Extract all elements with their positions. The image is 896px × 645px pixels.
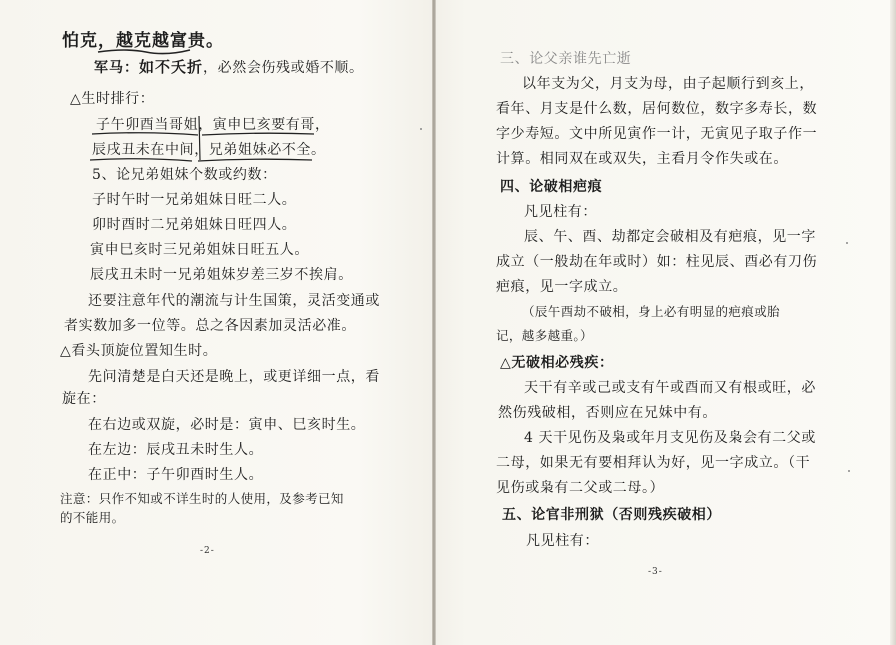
section-5-title: 5、论兄弟姐妹个数或约数：: [92, 167, 277, 183]
handwritten-phrase: 如不夭折: [139, 58, 204, 76]
no-scar-heading: △无破相必残疾：: [500, 355, 614, 371]
count-line: 卯时酉时二兄弟姐妹日旺四人。: [92, 217, 297, 233]
section-4-title: 四、论破相疤痕: [500, 179, 603, 195]
paragraph-line: 者实数加多一位等。总之各因素加灵活必准。: [64, 318, 356, 334]
head-whorl-heading: △看头顶旋位置知生时。: [60, 343, 218, 359]
count-line: 子时午时一兄弟姐妹日旺二人。: [92, 192, 297, 208]
section-3-title: 三、论父亲谁先亡逝: [500, 51, 632, 67]
paragraph-line: 4 天干见伤及枭或年月支见伤及枭会有二父或: [524, 430, 816, 446]
count-line: 辰戌丑未时一兄弟姐妹岁差三岁不挨肩。: [90, 267, 353, 283]
scan-speck: [420, 128, 422, 130]
handwritten-prefix: 军马：: [94, 60, 139, 76]
paragraph-line: 疤痕，见一字成立。: [496, 279, 628, 295]
paragraph-line: 然伤残破相，否则应在兄妹中有。: [498, 405, 717, 421]
paragraph-line: 先问清楚是白天还是晚上，或更详细一点，看: [88, 369, 380, 385]
page-number: -2-: [200, 546, 215, 556]
rhyme-line-2: 辰戌丑未在中间，兄弟姐妹必不全。: [92, 142, 326, 158]
paragraph-line: 看年、月支是什么数，居何数位，数字多寿长，数: [496, 101, 818, 117]
note-line: 的不能用。: [60, 510, 125, 525]
rhyme-line-1: 子午卯酉当哥姐，寅申巳亥要有哥，: [96, 117, 330, 133]
note-line: （辰午酉劫不破相，身上必有明显的疤痕或胎: [522, 304, 781, 319]
paragraph-line: 还要注意年代的潮流与计生国策，灵活变通或: [88, 293, 380, 309]
note-line: 记，越多越重。）: [496, 328, 593, 343]
see-pillars-label: 凡见柱有：: [526, 533, 599, 549]
paragraph-line: 计算。相同双在或双失，主看月令作失或在。: [496, 151, 788, 167]
whorl-center-line: 在正中：子午卯酉时生人。: [88, 467, 264, 483]
whorl-left-line: 在左边：辰戌丑未时生人。: [88, 442, 264, 458]
left-page: [0, 0, 432, 645]
paragraph-line: 见伤或枭有二父或二母。）: [496, 480, 665, 496]
handwritten-annotation-line: [94, 58, 364, 77]
paragraph-line: 辰、午、酉、劫都定会破相及有疤痕，见一字: [524, 229, 816, 245]
paragraph-line: 字少寿短。文中所见寅作一计，无寅见子取子作一: [496, 126, 818, 142]
page-edge-shadow: [890, 0, 896, 645]
right-page: [436, 0, 896, 645]
birth-order-heading: △生时排行：: [70, 91, 155, 107]
handwritten-header: 怕克，越克越富贵。: [62, 31, 224, 51]
printed-suffix: ，必然会伤残或婚不顺。: [203, 60, 364, 76]
section-5-title: 五、论官非刑狱（否则残疾破相）: [502, 507, 721, 523]
paragraph-line: 二母，如果无有要相拜认为好，见一字成立。（干: [496, 455, 811, 471]
scan-speck: [846, 242, 848, 244]
see-pillars-label: 凡见柱有：: [524, 204, 597, 220]
paragraph-line: 天干有辛或己或支有午或酉而又有根或旺，必: [524, 380, 816, 396]
paragraph-line: 以年支为父，月支为母，由子起顺行到亥上，: [522, 76, 814, 92]
paragraph-line: 旋在：: [62, 391, 106, 407]
note-line: 注意：只作不知或不详生时的人使用，及参考已知: [60, 491, 344, 506]
page-number: -3-: [648, 567, 663, 577]
scan-speck: [848, 470, 850, 472]
count-line: 寅申巳亥时三兄弟姐妹日旺五人。: [90, 242, 309, 258]
paragraph-line: 成立（一般劫在年或时）如：柱见辰、酉必有刀伤: [496, 254, 818, 270]
whorl-right-line: 在右边或双旋，必时是：寅申、巳亥时生。: [88, 417, 366, 433]
